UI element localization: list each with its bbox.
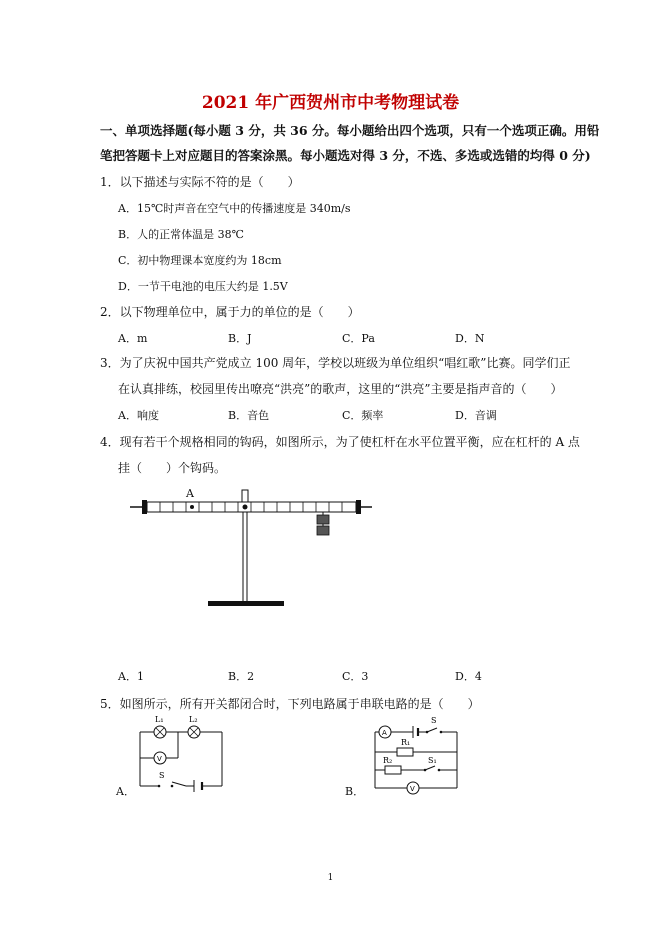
question-3-option-b: B．音色 bbox=[228, 409, 270, 422]
lever-bar bbox=[147, 502, 356, 512]
stand-pole bbox=[243, 512, 247, 602]
question-1-option-a: A．15℃时声音在空气中的传播速度是 340m/s bbox=[118, 202, 351, 215]
lever-pivot bbox=[243, 505, 248, 510]
circuit-b-label: B． bbox=[345, 785, 365, 798]
ammeter-label: A bbox=[382, 729, 387, 737]
stand-base bbox=[208, 601, 284, 606]
lever-left-end bbox=[142, 500, 147, 514]
question-2-option-d: D．N bbox=[455, 332, 485, 345]
section-heading-line-2: 笔把答题卡上对应题目的答案涂黑。每小题选对得 3 分，不选、多选或选错的均得 0 分) bbox=[100, 148, 591, 163]
section-heading-line-1: 一、单项选择题(每小题 3 分，共 36 分。每小题给出四个选项，只有一个选项正确。用铅 bbox=[100, 123, 600, 138]
question-1-option-b: B．人的正常体温是 38℃ bbox=[118, 228, 244, 241]
question-4-option-b: B．2 bbox=[228, 670, 255, 683]
stand-top-post bbox=[242, 490, 248, 502]
switch-s-label: S bbox=[431, 716, 437, 725]
lever-point-a bbox=[190, 505, 194, 509]
question-1-stem: 1．以下描述与实际不符的是（ ） bbox=[100, 175, 300, 189]
hook-weight-1 bbox=[317, 515, 329, 524]
question-1-option-d: D．一节干电池的电压大约是 1.5V bbox=[118, 280, 288, 293]
voltmeter-label: V bbox=[410, 785, 415, 793]
lamp-l2-label: L₂ bbox=[189, 715, 198, 724]
resistor-r1-label: R₁ bbox=[401, 738, 411, 747]
lever-right-end bbox=[356, 500, 361, 514]
question-2-stem: 2．以下物理单位中，属于力的单位的是（ ） bbox=[100, 305, 360, 319]
resistor-r1-icon bbox=[397, 748, 413, 756]
switch-s-label: S bbox=[159, 771, 165, 780]
question-3-line-1: 3．为了庆祝中国共产党成立 100 周年，学校以班级为单位组织“唱红歌”比赛。同学们正 bbox=[100, 356, 571, 370]
question-3-line-2: 在认真排练，校园里传出嘹亮“洪亮”的歌声，这里的“洪亮”主要是指声音的（ ） bbox=[118, 382, 563, 396]
question-1-option-c: C．初中物理课本宽度约为 18cm bbox=[118, 254, 282, 267]
resistor-r2-label: R₂ bbox=[383, 756, 393, 765]
page-number: 1 bbox=[327, 873, 334, 883]
circuit-figure-b bbox=[365, 712, 465, 797]
lever-figure bbox=[120, 482, 380, 612]
question-2-option-b: B．J bbox=[228, 332, 252, 345]
circuit-a-label: A． bbox=[116, 785, 135, 798]
question-3-option-c: C．频率 bbox=[342, 409, 384, 422]
lamp-l1-label: L₁ bbox=[155, 715, 164, 724]
question-2-option-c: C．Pa bbox=[342, 332, 375, 345]
question-4-line-2: 挂（ ）个钩码。 bbox=[118, 461, 227, 475]
hook-weight-2 bbox=[317, 526, 329, 535]
switch-s1-label: S₁ bbox=[428, 756, 437, 765]
page-title: 2021 年广西贺州市中考物理试卷 bbox=[201, 93, 460, 113]
question-4-option-c: C．3 bbox=[342, 670, 369, 683]
question-4-option-a: A．1 bbox=[118, 670, 144, 683]
resistor-r2-icon bbox=[385, 766, 401, 774]
question-5-stem: 5．如图所示，所有开关都闭合时，下列电路属于串联电路的是（ ） bbox=[100, 697, 480, 711]
question-3-option-a: A．响度 bbox=[118, 409, 159, 422]
question-2-option-a: A．m bbox=[118, 332, 148, 345]
lever-point-a-label: A bbox=[186, 487, 194, 500]
question-4-option-d: D．4 bbox=[455, 670, 482, 683]
question-3-option-d: D．音调 bbox=[455, 409, 497, 422]
voltmeter-label: V bbox=[157, 755, 162, 763]
question-4-line-1: 4．现有若干个规格相同的钩码，如图所示，为了使杠杆在水平位置平衡，应在杠杆的 A 点 bbox=[100, 435, 580, 449]
